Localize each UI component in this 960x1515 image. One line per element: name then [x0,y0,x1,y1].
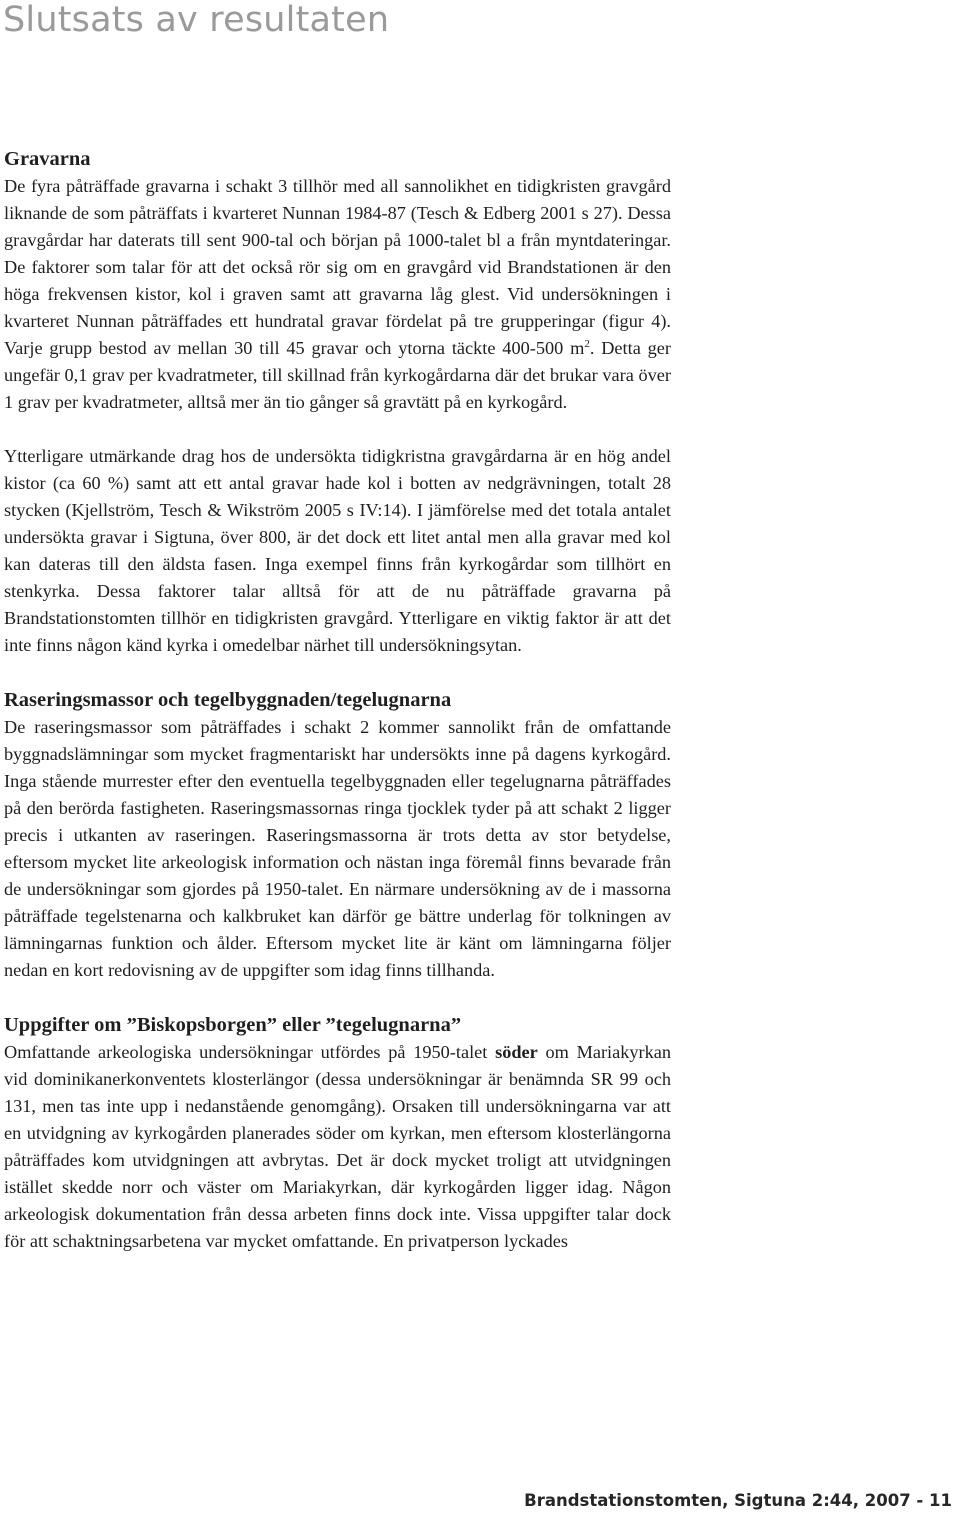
section-heading-uppgifter: Uppgifter om ”Biskopsborgen” eller ”tegelugnarna” [4,1014,462,1036]
section-spacer [4,984,671,1012]
emphasized-word: söder [495,1042,538,1062]
paragraph-text: om Mariakyrkan vid dominikanerkonventets klosterlängor (dessa undersökningar är benämnda SR 99 och 131, men tas inte upp i nedanstående genomgång). Orsaken till undersökningarna var att en utvidgning av kyrkogården planerades söder om kyrkan, men eftersom klosterlängorna påträffades kom utvidgningen att avbrytas. Det är dock mycket troligt att utvidgningen istället skedde norr och väster om Mariakyrkan, där kyrkogården ligger idag. Någon arkeologisk dokumentation från dessa arbeten finns dock inte. Vissa uppgifter talar dock för att schaktningsarbetena var mycket omfattande. En privatperson lyckades [4,1042,671,1251]
superscript-2: 2 [584,337,590,350]
section-heading-raseringsmassor: Raseringsmassor och tegelbyggnaden/tegelugnarna [4,689,452,711]
section-spacer [4,659,671,687]
paragraph-text: Omfattande arkeologiska undersökningar utfördes på 1950-talet [4,1042,496,1062]
document-body [4,146,671,1255]
paragraph-spacer [4,416,671,443]
page-footer: Brandstationstomten, Sigtuna 2:44, 2007 - 11 [524,1491,952,1510]
paragraph-gravarna-1 [4,173,671,416]
paragraph-gravarna-2: Ytterligare utmärkande drag hos de undersökta tidigkristna gravgårdarna är en hög andel kistor (ca 60 %) samt att ett antal gravar hade kol i botten av nedgrävningen, totalt 28 stycken (Kjellström, Tesch & Wikström 2005 s IV:14). I jämförelse med det totala antalet undersökta gravar i Sigtuna, över 800, är det dock ett litet antal men alla gravar med kol kan dateras till den äldsta fasen. Inga exempel finns från kyrkogårdar som tillhört en stenkyrka. Dessa faktorer talar alltså för att de nu påträffade gravarna på Brandstationstomten tillhör en tidigkristen gravgård. Ytterligare en viktig faktor är att det inte finns någon känd kyrka i omedelbar närhet till undersökningsytan. [4,446,671,655]
section-heading-gravarna: Gravarna [4,148,91,170]
paragraph-text: De fyra påträffade gravarna i schakt 3 tillhör med all sannolikhet en tidigkristen gravgård liknande de som påträffats i kvarteret Nunnan 1984-87 (Tesch & Edberg 2001 s 27). Dessa gravgårdar har daterats till sent 900-tal och början på 1000-talet bl a från myntdateringar. De faktorer som talar för att det också rör sig om en gravgård vid Brandstationen är den höga frekvensen kistor, kol i graven samt att gravarna låg glest. Vid undersökningen i kvarteret Nunnan påträffades ett hundratal gravar fördelat på tre grupperingar (figur 4). Varje grupp bestod av mellan 30 till 45 gravar och ytorna täckte 400-500 m [4,176,671,358]
page-title: Slutsats av resultaten [3,0,390,40]
paragraph-uppgifter-1 [4,1039,671,1255]
paragraph-text: . Detta ger ungefär 0,1 grav per kvadratmeter, till skillnad från kyrkogårdarna där det brukar vara över 1 grav per kvadratmeter, alltså mer än tio gånger så gravtätt på en kyrkogård. [4,338,671,412]
paragraph-raseringsmassor-1: De raseringsmassor som påträffades i schakt 2 kommer sannolikt från de omfattande byggnadslämningar som mycket fragmentariskt har undersökts inne på dagens kyrkogård. Inga stående murrester efter den eventuella tegelbyggnaden eller tegelugnarna påträffades på den berörda fastigheten. Raseringsmassornas ringa tjocklek tyder på att schakt 2 ligger precis i utkanten av raseringen. Raseringsmassorna är trots detta av stor betydelse, eftersom mycket lite arkeologisk information och nästan inga föremål finns bevarade från de undersökningar som gjordes på 1950-talet. En närmare undersökning av de i massorna påträffade tegelstenarna och kalkbruket kan därför ge bättre underlag för tolkningen av lämningarnas funktion och ålder. Eftersom mycket lite är känt om lämningarna följer nedan en kort redovisning av de uppgifter som idag finns tillhanda. [4,717,671,980]
